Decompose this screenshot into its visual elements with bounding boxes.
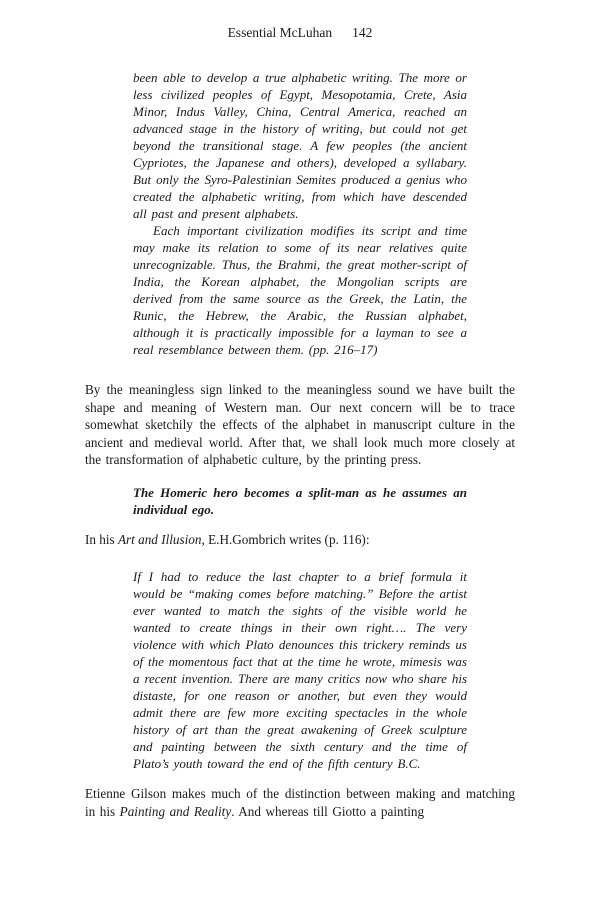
gombrich-intro-line	[85, 531, 515, 549]
book-title: Essential McLuhan	[227, 25, 333, 40]
intro-text: In his	[85, 531, 118, 547]
paragraph-western-man: By the meaningless sign linked to the meaningless sound we have built the shape and meaning of Western man. Our next concern will be to trace somewhat sketchily the effects of the alphabet in manuscript culture in the ancient and medieval world. After that, we shall look much more closely at the transformation of alphabetic culture, by the printing press.	[85, 382, 515, 467]
paragraph-text: Etienne Gilson makes much of the distinction between making and matching in his	[85, 786, 515, 819]
cited-book-title: Art and Illusion	[117, 531, 202, 547]
blockquote-alphabet	[133, 69, 467, 358]
cited-book-title: Painting and Reality	[119, 803, 232, 819]
blockquote-paragraph: Each important civilization modifies its script and time may make its relation to some of its near relatives quite unrecognizable. Thus, the Brahmi, the great mother-script of India, the Korean alphabet, the Mongolian scripts are derived from the same source as the Greek, the Latin, the Runic, the Hebrew, the Arabic, the Russian alphabet, although it is practically impossible for a layman to see a real resemblance between them. (pp. 216–17)	[133, 223, 467, 357]
blockquote-gombrich	[133, 568, 467, 772]
paragraph-gilson	[85, 785, 515, 820]
blockquote-paragraph: been able to develop a true alphabetic writing. The more or less civilized peoples of Egypt, Mesopotamia, Crete, Asia Minor, Indus Valley, China, Central America, reached an advanced stage in the history of writing, but could not get beyond the transitional stage. A few peoples (the ancient Cypriotes, the Japanese and others), developed a syllabary. But only the Syro-Palestinian Semites produced a genius who created the alphabetic writing, from which have descended all past and present alphabets.	[133, 70, 467, 221]
homeric-hero-statement: The Homeric hero becomes a split-man as he assumes an individual ego.	[133, 484, 467, 517]
intro-text: , E.H.Gombrich writes (p. 116):	[201, 531, 370, 547]
blockquote-paragraph: If I had to reduce the last chapter to a brief formula it would be “making comes before matching.” Before the artist ever wanted to match the sights of the visible world he wanted to create things in their own right…. The very violence with which Plato denounces this trickery reminds us of the momentous fact that at the time he wrote, mimesis was a recent invention. There are many critics now who share his distaste, for one reason or another, but even they would admit there are few more exciting spectacles in the whole history of art than the great awakening of Greek sculpture and painting between the sixth century and the time of Plato’s youth toward the end of the fifth century B.C.	[133, 569, 467, 771]
page-number: 142	[352, 25, 373, 40]
paragraph-text: . And whereas till Giotto a painting	[231, 803, 425, 819]
running-header	[0, 0, 600, 41]
page-content	[85, 69, 515, 820]
